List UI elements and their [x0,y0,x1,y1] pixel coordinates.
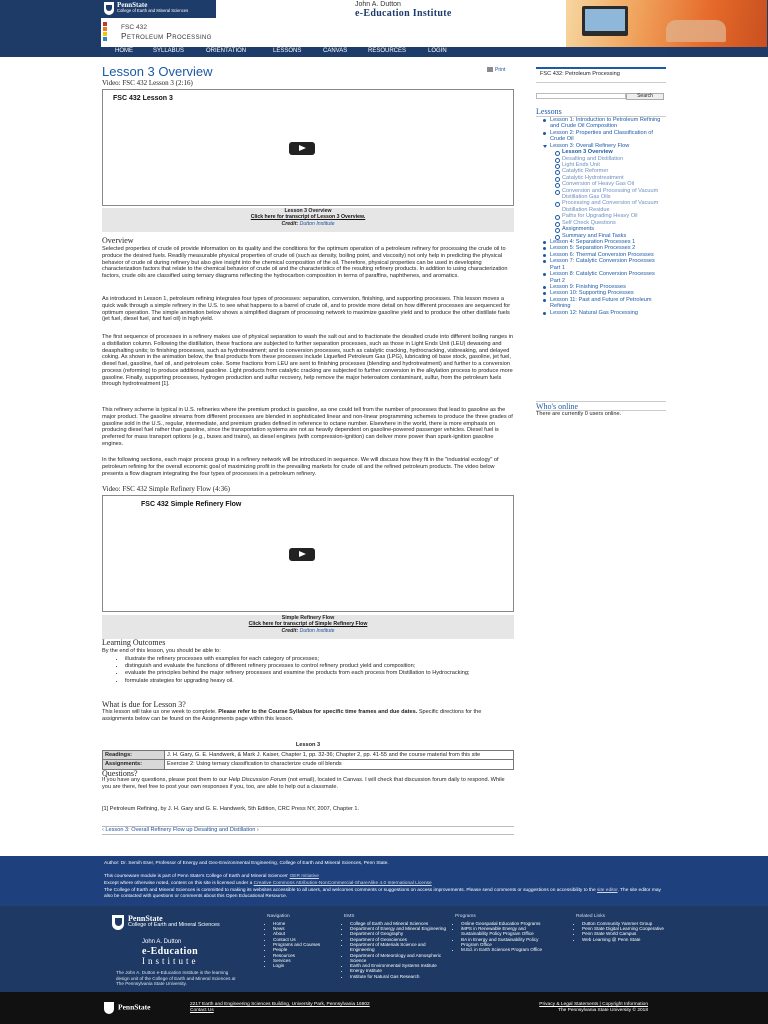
accessibility-text: The College of Earth and Mineral Sciences is committed to making its websites accessible to all users, and welcomes comments or suggestions on access improvements. Please send comments or suggestions on accessibility to the [104,888,596,893]
due-text-a: This lesson will take us one week to complete. [102,709,217,715]
footer-bottom-logo[interactable] [104,1002,151,1014]
video1-caption-title: Lesson 3 Overview [284,208,332,214]
sidebar-lesson-link[interactable]: Lesson 7: Catalytic Conversion Processes Part 1 [536,258,666,271]
footer-link[interactable]: • Department of Materials Science and Engineering [350,942,449,953]
nav-canvas[interactable]: CANVAS [323,48,348,54]
sidebar-lesson-link[interactable]: Lesson 10: Supporting Processes [536,290,666,296]
table-key-readings: Readings: [103,750,165,760]
credit-prefix: Credit: [281,220,299,227]
main-nav [101,47,666,57]
hand-image [666,20,726,42]
sidebar-page-link[interactable]: Paths for Upgrading Heavy Oil [536,213,666,219]
footer-bottom-bar [0,992,768,1024]
sidebar-lesson-link[interactable]: Lesson 9: Finishing Processes [536,284,666,290]
video2-credit-link[interactable]: Dutton Institute [299,627,335,634]
nittany-shield-icon [104,2,114,15]
overview-paragraph-5: In the following sections, each major process group in a refinery network will be introduced in sequence. We will discuss how they fit in the "industrial ecology" of petroleum refining for the overall economic goal of maximizing profit in the prevailing markets for crude oil and the refined petroleum products. The video below presents a flow diagram integrating the four types of processes in a petroleum refinery. [102,457,499,477]
nav-home[interactable]: HOME [115,48,133,54]
sidebar-course-box[interactable]: FSC 432: Petroleum Processing [536,67,666,83]
due-text-b: Please refer to the Course Syllabus for specific time frames and due dates. [218,709,418,715]
footer-eei-institute: Institute [142,956,199,966]
footer-link[interactable]: • Energy Institute [350,968,449,973]
sidebar-lesson-link[interactable]: Lesson 2: Properties and Classification of Crude Oil [536,130,666,143]
oer-text: This courseware module is part of Penn State's College of Earth and Mineral Sciences' [104,874,289,879]
overview-paragraph-3: The first sequence of processes in a refinery makes use of physical separation to wash the salt out and to fractionate the desalted crude into different boiling ranges in a distillation column. Following the distillation, these fractions are subjected to further separation processes, such as those in Light Ends Unit (LEU) dewaxing and deasphalting units; to finishing processes, such as hydrotreatment; and to conversion processes, such as catalytic cracking, hydrocracking, visbreaking, and delayed coking. As shown in the animation below, the final products from these processes include Liquefied Petroleum Gas (LPG), lubricating oil base stock, gasoline, jet fuel, diesel fuel, gasoline, fuel oil, and petroleum coke. Some fractions from LEU are sent to finishing processes (blending and hydrotreatment) and further to a conversion process (reforming) to produce additional gasoline. Light products from catalytic cracking are subjected to further conversion in the alkylation process to produce more gasoline. Finally, supporting processes, hydrogen production and sulfur recovery, help remove the major heteroatom contaminant, sulfur, from the petroleum fuels through hydrotreatment [1]. [102,334,513,388]
sidebar-page-link[interactable]: Catalytic Reformer [536,168,666,174]
help-forum-name: Help Discussion Forum [228,777,287,783]
footer-link[interactable]: • Programs and Courses [273,942,331,947]
header-photo [566,0,767,47]
footer-col-list [267,921,331,969]
video2-screen-title: FSC 432 Simple Refinery Flow [141,501,242,508]
nav-lessons[interactable]: LESSONS [273,48,302,54]
outcomes-list [125,656,510,685]
footer-col-list [344,921,449,979]
institute-logo[interactable] [355,1,565,18]
footer-col-programs [455,914,547,953]
footer-link[interactable]: • Online Geospatial Education Programs [461,921,547,926]
sidebar-lesson-link[interactable]: Lesson 8: Catalytic Conversion Processes Part 2 [536,271,666,284]
lessons-tree [536,117,666,316]
footer-col-list [576,921,668,942]
course-title[interactable]: Petroleum Processing [121,31,212,41]
footer-col-heading: EMS [344,914,355,919]
footer-link[interactable]: • Department of Meteorology and Atmospheric Science [350,953,449,964]
footer-eei-title: e-Education [142,946,199,957]
sidebar-lesson-link[interactable]: Lesson 3: Overall Refinery Flow [536,143,666,149]
footer-bottom-brand: PennState [118,1002,151,1012]
video1-screen-title: FSC 432 Lesson 3 [113,95,173,102]
footer-link[interactable]: • Institute for Natural Gas Research [350,974,449,979]
table-row [103,760,514,770]
sidebar-page-link[interactable]: Assignments [536,226,666,232]
pennstate-logo[interactable] [101,0,216,18]
nav-login[interactable]: LOGIN [428,48,447,54]
footer-link[interactable]: • Department of Geography [350,931,449,936]
pager-up-link[interactable]: up [186,827,193,833]
brand-name: PennState [117,1,148,9]
footer-link[interactable]: • Login [273,963,331,968]
footer-link[interactable]: • About [273,931,331,936]
credit-prefix: Credit: [281,627,299,634]
footer-eei-name: John A. Dutton [142,939,182,945]
outcome-item: • formulate strategies for upgrading heavy oil. [125,678,510,685]
sidebar-page-link[interactable]: Self Check Questions [536,220,666,226]
play-button-icon[interactable] [289,142,315,155]
footer-link[interactable]: • People [273,947,331,952]
video2-credit [102,628,514,634]
sidebar-page-link[interactable]: Summary and Final Tasks [536,233,666,239]
table-value-readings: J. H. Gary, G. E. Handwerk, & Mark J. Kaiser, Chapter 1, pp. 32-36; Chapter 2, pp. 41-55 and the course material from this site [165,750,514,760]
pager-next-link[interactable]: Desalting and Distillation › [194,827,259,833]
footer-link[interactable]: • Services [273,958,331,963]
footer-col-heading: Related Links [576,914,606,919]
footer-eei-description: The John A. Dutton e-Education Institute is the learning design unit of the College of Earth and Mineral Sciences at The Pennsylvania State University. [116,970,236,986]
site-editor-link[interactable]: site editor [597,888,618,893]
sidebar-page-link[interactable]: Desalting and Distillation [536,156,666,162]
sidebar-lesson-link[interactable]: Lesson 11: Past and Future of Petroleum Refining [536,297,666,310]
sidebar-page-link[interactable]: Light Ends Unit [536,162,666,168]
sidebar-page-link[interactable]: Conversion of Heavy Gas Oil [536,181,666,187]
license-link[interactable]: Creative Commons Attribution-NonCommercial-ShareAlike 4.0 International License [253,881,432,886]
book-pager [102,826,514,835]
footer-col-ems [344,914,449,979]
questions-text-b: (not email), located in Canvas. I will check that discussion forum daily to respond. While you are there, feel free to post your own responses if you, too, are able to help out a classmate. [102,777,505,790]
footer-col-list [455,921,547,953]
nav-orientation[interactable]: ORIENTATION [206,48,247,54]
outcome-item: • evaluate the principles behind the major refinery processes and examine the products from each process from Distillation to Hydrocracking; [125,670,510,677]
footer-address [190,1002,370,1008]
footer-link[interactable]: • Home [273,921,331,926]
video2-caption-title: Simple Refinery Flow [281,615,335,621]
footer-link[interactable]: • Department of Geosciences [350,937,449,942]
due-paragraph [102,709,514,723]
sidebar-page-link[interactable]: Catalytic Hydrotreatment [536,175,666,181]
video1-player[interactable] [102,89,514,206]
footer-link[interactable]: • College of Earth and Mineral Sciences [350,921,449,926]
footer-link[interactable]: • Contact Us [273,937,331,942]
video1-caption [102,208,514,232]
nav-syllabus[interactable]: SYLLABUS [153,48,185,54]
video2-player[interactable] [102,495,514,612]
video1-label: Video: FSC 432 Lesson 3 (2:16) [102,79,193,87]
table-value-assignments: Exercise 2: Using ternary classification to characterize crude oil blends [165,760,514,770]
footer-copyright: The Pennsylvania State University © 2018 [558,1008,648,1013]
footer-col-heading: Programs [455,914,476,919]
print-label: Print [495,67,506,73]
footer-col-related [576,914,668,942]
online-text: There are currently 0 users online. [536,411,622,417]
footer-col-heading: Navigation [267,914,290,919]
questions-heading: Questions? [102,769,138,778]
footer-link[interactable]: • Dutton Community Yammer Group [582,921,668,926]
questions-paragraph [102,777,514,791]
footer-link[interactable]: • Penn State Digital Learning Cooperative [582,926,668,931]
footer-credits [0,856,768,906]
video1-transcript-link[interactable]: Click here for transcript of Lesson 3 Overview. [250,214,366,221]
footer-col-navigation [267,914,331,968]
footer-link[interactable]: • Resources [273,953,331,958]
search-input[interactable] [536,93,626,99]
nav-resources[interactable]: RESOURCES [368,48,407,54]
contact-link[interactable]: Contact Us [190,1008,214,1013]
table-key-assignments: Assignments: [103,760,165,770]
footer-license [104,881,664,887]
sidebar-lesson-link[interactable]: Lesson 5: Separation Processes 2 [536,245,666,251]
footer-brand-name: PennState [128,914,163,923]
footer-pennstate-logo[interactable] [112,914,232,938]
overview-paragraph-4: This refinery scheme is typical in U.S. refineries where the premium product is gasoline, as one could tell from the number of processes that lead to gasoline as the major product. The gasoline streams from different processes are blended in sophisticated linear and non-linear programming schemes to produce the three grades of gasoline sold in the U.S., regular, intermediate, and premium grades defined in reference to octane number. Elsewhere in the world, there is more emphasis on producing diesel fuel rather than gasoline, since the transportation systems are not as heavily dependent on gasoline-powered passenger vehicles. Diesel fuel is preferred for mass transport options (e.g., buses and trains), as diesel engines (with compression-ignition) can deliver more power than spark-ignition gasoline engines. [102,407,513,447]
sidebar-page-link[interactable]: Conversion and Processing of Vacuum Distillation Gas Oils [536,188,666,201]
footer-oer [104,874,664,880]
search-button[interactable]: Search [626,93,664,100]
course-code: FSC 432 [121,24,148,31]
nittany-shield-icon [112,915,124,930]
nittany-shield-icon [104,1002,114,1014]
footer-link[interactable]: • Web Learning @ Penn State [582,937,668,942]
institute-name: John A. Dutton [355,1,401,8]
footer-link[interactable]: • Earth and Environmental Systems Institute [350,963,449,968]
outcomes-heading: Learning Outcomes [102,638,166,647]
footer-brand-college: College of Earth and Mineral Sciences [128,922,220,928]
online-heading: Who's online [536,402,579,411]
legal-links[interactable]: Privacy & Legal Statements | Copyright Information [539,1002,648,1007]
video1-credit [102,221,514,227]
table-caption: Lesson 3 [103,742,514,750]
footer-legal [539,1002,648,1008]
video2-label: Video: FSC 432 Simple Refinery Flow (4:36) [102,485,230,493]
sidebar-lesson-link[interactable]: Lesson 1: Introduction to Petroleum Refining and Crude Oil Composition [536,117,666,130]
sidebar-lesson-link[interactable]: Lesson 12: Natural Gas Processing [536,310,666,316]
reference-note: [1] Petroleum Refining, by J. H. Gary and G. E. Handwerk, 5th Edition, CRC Press NY, 2007, Chapter 1. [102,806,360,812]
oer-link[interactable]: OER Initiative [289,874,319,879]
video2-transcript-link[interactable]: Click here for transcript of Simple Refinery Flow [248,621,368,628]
video1-credit-link[interactable]: Dutton Institute [299,220,335,227]
footer-link[interactable]: • News [273,926,331,931]
institute-title: e-Education Institute [355,8,452,19]
table-row [103,750,514,760]
license-text: Except where otherwise noted, content on this site is licensed under a [104,881,253,886]
overview-paragraph-2: As introduced in Lesson 1, petroleum refining integrates four types of processes: separation, conversion, finishing, and supporting processes. This lesson moves a quick walk through a simple refinery in the U.S. to see what happens to a barrel of crude oil, and to provide more detail on how different processes are sequenced for optimum operation. The simple animation below shows a simplified diagram of processing network to maximize gasoline yield and to produce the other distillate fuels (jet fuel, diesel fuel, and fuel oil) in high yield. [102,296,511,323]
page-title: Lesson 3 Overview [102,64,213,79]
footer-contact [190,1008,214,1014]
footer-author: Author: Dr. Semih Eser, Professor of Energy and Geo-Environmental Engineering, College of Earth and Mineral Sciences, Penn State. [104,861,389,866]
footer-link[interactable]: • BA in Energy and Sustainability Policy Program Office [461,937,547,948]
pager-prev-link[interactable]: ‹ Lesson 3: Overall Refinery Flow [102,827,185,833]
questions-text-a: If you have any questions, please post them to our [102,777,228,783]
accessibility-text-b: . The site editor may also be contacted with questions or comments about this Open Educational Resource. [104,888,661,899]
sidebar-page-link[interactable]: Processing and Conversion of Vacuum Distillation Residue [536,200,666,213]
assignments-table [102,742,514,770]
outcome-item: • distinguish and evaluate the functions of different refinery processes to control refinery product yield and composition; [125,663,510,670]
footer-link[interactable]: • Penn State World Campus [582,931,668,936]
play-button-icon[interactable] [289,548,315,561]
video2-caption [102,615,514,639]
footer-main [0,906,768,992]
printer-icon [487,67,493,72]
brand-college: College of Earth and Mineral Sciences [117,8,189,13]
footer-link[interactable]: • Department of Energy and Mineral Engineering [350,926,449,931]
footer-accessibility [104,888,664,900]
overview-heading: Overview [102,236,134,245]
footer-link[interactable]: • M.Ed. in Earth Sciences Program Office [461,947,547,952]
due-heading: What is due for Lesson 3? [102,700,186,709]
course-color-stripes [103,22,107,46]
sidebar-lesson-link[interactable]: Lesson 6: Thermal Conversion Processes [536,252,666,258]
overview-paragraph-1: Selected properties of crude oil provide information on its quality and the conditions for the optimum operation of a petroleum refinery for processing the crude oil to produce the desired fuels. Readily measurable physical properties of crude oil (such as density, boiling point, and viscosity) not only help in predicting the physical behavior of crude oil during refinery but also give insight into the chemical composition of the oil. Therefore, physical properties can be used in developing characterization factors that relate to the chemical behavior of crude oil and the characteristics of the resulting refinery products. In addition to using characterization factors, crude oils are classified using ternary diagrams reflecting the hydrocarbon composition in terms of paraffins, naphthenes, and aromatics. [102,246,508,280]
address-link[interactable]: 2217 Earth and Engineering Sciences Building, University Park, Pennsylvania 16802 [190,1002,370,1007]
lessons-heading: Lessons [536,107,562,116]
footer-link[interactable]: • iMPS in Renewable Energy and Sustainability Policy Program Office [461,926,547,937]
outcome-item: • illustrate the refinery processes with examples for each category of processes; [125,656,510,663]
sidebar-lesson-link[interactable]: Lesson 4: Separation Processes 1 [536,239,666,245]
sidebar-page-link[interactable]: Lesson 3 Overview [536,149,666,155]
due-text-c: Specific directions for the assignments below can be found on the Assignments page within this lesson. [102,709,482,722]
laptop-image [582,6,628,36]
outcomes-intro: By the end of this lesson, you should be able to: [102,648,221,654]
print-link[interactable] [487,67,505,73]
